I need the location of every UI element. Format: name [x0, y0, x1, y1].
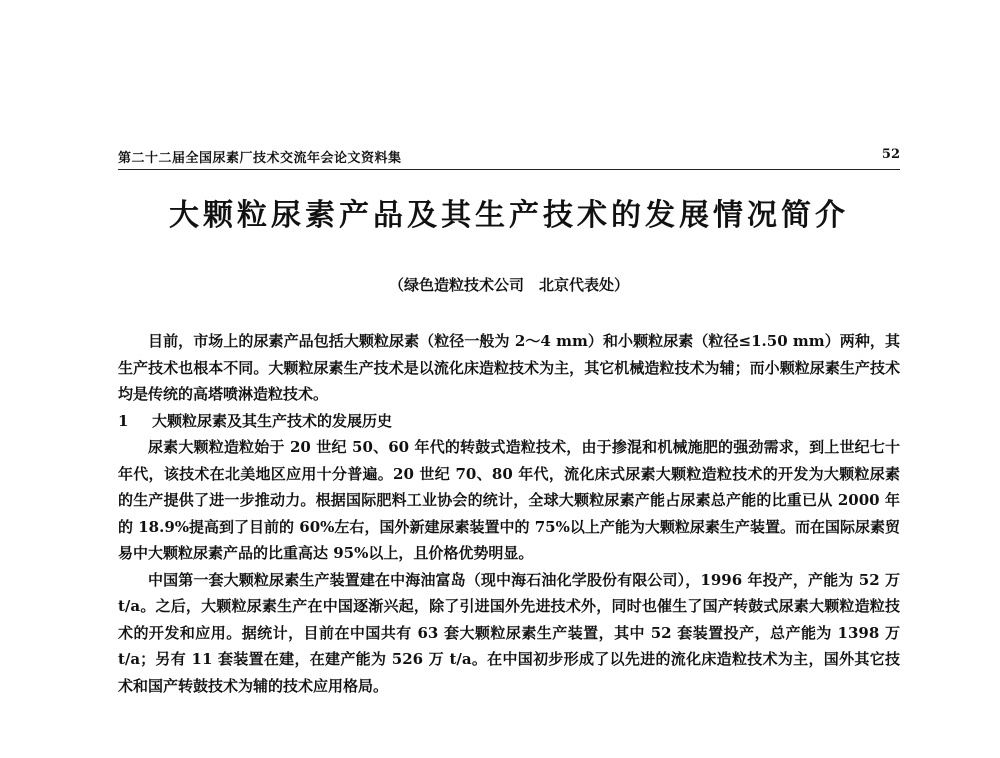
section-title: 大颗粒尿素及其生产技术的发展历史	[152, 411, 393, 430]
section-number: 1	[118, 411, 129, 430]
paper-title: 大颗粒尿素产品及其生产技术的发展情况简介	[169, 198, 849, 233]
running-header	[118, 147, 900, 170]
journal-title: 第二十二届全国尿素厂技术交流年会论文资料集	[118, 151, 402, 166]
china-paragraph: 中国第一套大颗粒尿素生产装置建在中海油富岛（现中海石油化学股份有限公司），1996 年投产，产能为 52 万 t/a。之后，大颗粒尿素生产在中国逐渐兴起，除了引进国外先进技术外，同时也催生了国产转鼓式尿素大颗粒造粒技术的开发和应用。据统计，目前在中国共有 63 套大颗粒尿素生产装置，其中 52 套装置投产，总产能为 1398 万 t/a；另有 11 套装置在建，在建产能为 526 万 t/a。在中国初步形成了以先进的流化床造粒技术为主，国外其它技术和国产转鼓技术为辅的技术应用格局。	[118, 570, 900, 695]
paper-body	[118, 328, 900, 699]
author-affiliation: （绿色造粒技术公司 北京代表处）	[388, 276, 629, 294]
intro-paragraph: 目前，市场上的尿素产品包括大颗粒尿素（粒径一般为 2～4 mm）和小颗粒尿素（粒径≤1.50 mm）两种，其生产技术也根本不同。大颗粒尿素生产技术是以流化床造粒技术为主，其它机械造粒技术为辅；而小颗粒尿素生产技术均是传统的高塔喷淋造粒技术。	[118, 332, 900, 403]
history-paragraph: 尿素大颗粒造粒始于 20 世纪 50、60 年代的转鼓式造粒技术，由于掺混和机械施肥的强劲需求，到上世纪七十年代，该技术在北美地区应用十分普遍。20 世纪 70、80 年代，流化床式尿素大颗粒造粒技术的开发为大颗粒尿素的生产提供了进一步推动力。根据国际肥料工业协会的统计，全球大颗粒尿素产能占尿素总产能的比重已从 2000 年的 18.9%提高到了目前的 60%左右，国外新建尿素装置中的 75%以上产能为大颗粒尿素生产装置。而在国际尿素贸易中大颗粒尿素产品的比重高达 95%以上，且价格优势明显。	[118, 438, 900, 562]
section-heading	[118, 408, 900, 435]
page-number: 52	[881, 147, 900, 162]
